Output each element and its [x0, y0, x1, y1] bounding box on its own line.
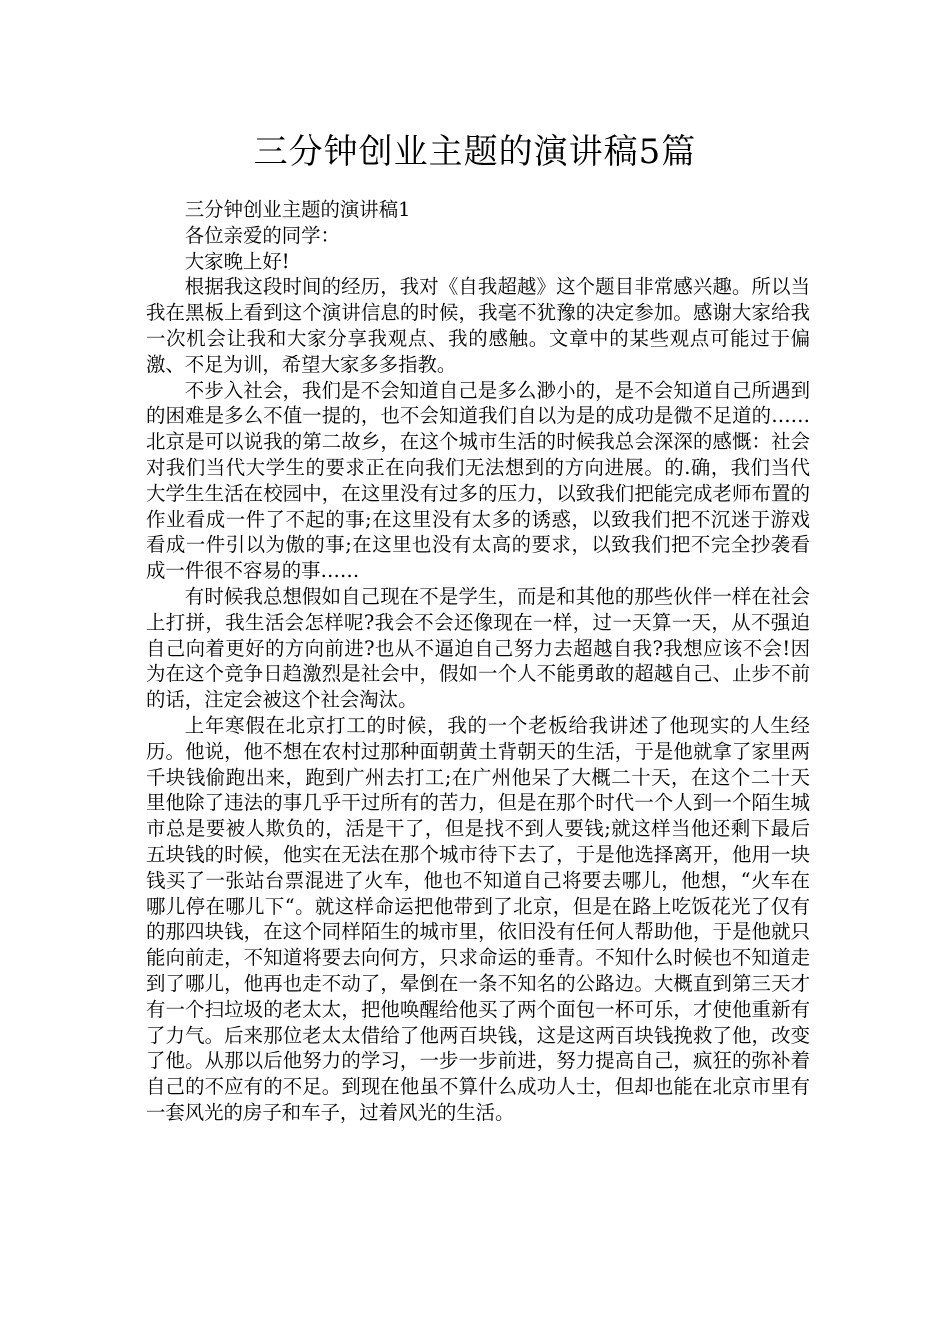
body-paragraph: 根据我这段时间的经历，我对《自我超越》这个题目非常感兴趣。所以当我在黑板上看到这个演讲信息的时候，我毫不犹豫的决定参加。感谢大家给我一次机会让我和大家分享我观点、我的感触。文章中的某些观点可能过于偏激、不足为训，希望大家多多指教。	[146, 275, 810, 376]
greeting-paragraph: 大家晚上好!	[184, 249, 290, 273]
salutation-paragraph: 各位亲爱的同学：	[184, 223, 340, 247]
document-title: 三分钟创业主题的演讲稿5篇	[253, 132, 697, 172]
subtitle-paragraph: 三分钟创业主题的演讲稿1	[184, 198, 411, 221]
body-paragraph: 上年寒假在北京打工的时候，我的一个老板给我讲述了他现实的人生经历。他说，他不想在农村过那种面朝黄土背朝天的生活，于是他就拿了家里两千块钱偷跑出来，跑到广州去打工;在广州他呆了大概二十天，在这个二十天里他除了违法的事几乎干过所有的苦力，但是在那个时代一个人到一个陌生城市总是要被人欺负的，活是干了，但是找不到人要钱;就这样当他还剩下最后五块钱的时候，他实在无法在那个城市待下去了，于是他选择离开，他用一块钱买了一张站台票混进了火车，他也不知道自己将要去哪儿，他想，“火车在哪儿停在哪儿下“。就这样命运把他带到了北京，但是在路上吃饭花光了仅有的那四块钱，在这个同样陌生的城市里，依旧没有任何人帮助他，于是他就只能向前走，不知道将要去向何方，只求命运的垂青。不知什么时候也不知道走到了哪儿，他再也走不动了，晕倒在一条不知名的公路边。大概直到第三天才有一个扫垃圾的老太太，把他唤醒给他买了两个面包一杯可乐，才使他重新有了力气。后来那位老太太借给了他两百块钱，这是这两百块钱挽救了他，改变了他。从那以后他努力的学习，一步一步前进，努力提高自己，疯狂的弥补着自己的不应有的不足。到现在他虽不算什么成功人士，但却也能在北京市里有一套风光的房子和车子，过着风光的生活。	[146, 713, 810, 1124]
body-paragraph: 不步入社会，我们是不会知道自己是多么渺小的，是不会知道自己所遇到的困难是多么不值一提的，也不会知道我们自以为是的成功是微不足道的……北京是可以说我的第二故乡，在这个城市生活的时候我总会深深的感慨：社会对我们当代大学生的要求正在向我们无法想到的方向进展。的.确，我们当代大学生生活在校园中，在这里没有过多的压力，以致我们把能完成老师布置的作业看成一件了不起的事;在这里没有太多的诱惑，以致我们把不沉迷于游戏看成一件引以为傲的事;在这里也没有太高的要求，以致我们把不完全抄袭看成一件很不容易的事……	[146, 378, 810, 583]
document-body	[146, 197, 810, 1126]
body-paragraph: 有时候我总想假如自己现在不是学生，而是和其他的那些伙伴一样在社会上打拼，我生活会怎样呢?我会不会还像现在一样，过一天算一天，从不强迫自己向着更好的方向前进?也从不逼迫自己努力去超越自我?我想应该不会!因为在这个竞争日趋激烈是社会中，假如一个人不能勇敢的超越自己、止步不前的话，注定会被这个社会淘汰。	[146, 584, 810, 712]
